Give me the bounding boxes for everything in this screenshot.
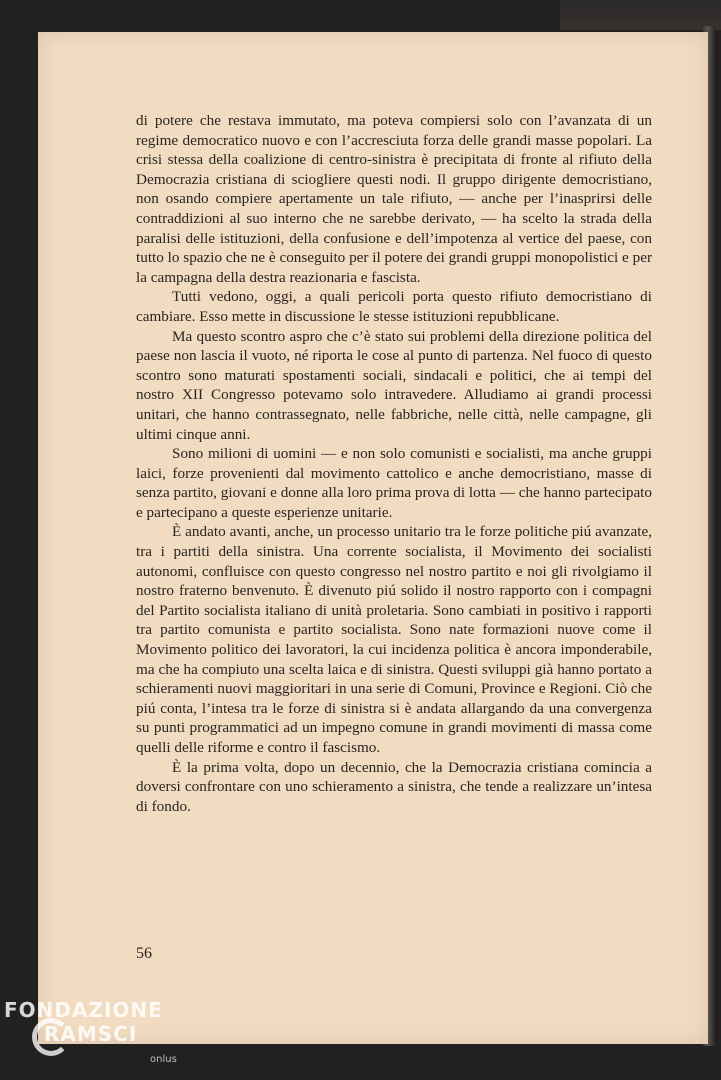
body-text [136, 111, 652, 816]
watermark-line1: FONDAZIONE [4, 998, 163, 1022]
paragraph: Tutti vedono, oggi, a quali pericoli porta questo rifiuto democristiano di cambiare. Esso mette in discussione le stesse istituzioni repubblicane. [136, 288, 652, 325]
watermark-suffix: onlus [150, 1054, 177, 1065]
paragraph: di potere che restava immutato, ma poteva compiersi solo con l’avanzata di un regime democratico nuovo e con l’accresciuta forza delle grandi masse popolari. La crisi stessa della coalizione di centro-sinistra è precipitata di fronte al rifiuto della Democrazia cristiana di sciogliere questi nodi. Il gruppo dirigente democristiano, non osando compiere apertamente un tale rifiuto, — anche per l’inasprirsi delle contraddizioni al suo interno che ne sarebbe derivato, — ha scelto la strada della paralisi delle istituzioni, della confusione e dell’impotenza al vertice del paese, con tutto lo spazio che ne è conseguito per il potere dei grandi gruppi monopolistici e per la campagna della destra reazionaria e fascista. [136, 112, 652, 286]
scanner-strip [560, 0, 721, 30]
paragraph: Sono milioni di uomini — e non solo comunisti e socialisti, ma anche gruppi laici, forze provenienti dal movimento cattolico e anche democristiano, masse di senza partito, giovani e donne alla loro prima prova di lotta — che hanno partecipato e partecipano a queste esperienze unitarie. [136, 445, 652, 521]
paragraph: È la prima volta, dopo un decennio, che la Democrazia cristiana comincia a doversi confrontare con uno schieramento a sinistra, che tende a realizzare un’intesa di fondo. [136, 758, 652, 815]
watermark-logo [4, 998, 194, 1078]
paragraph: È andato avanti, anche, un processo unitario tra le forze politiche piú avanzate, tra i partiti della sinistra. Una corrente socialista, il Movimento dei socialisti autonomi, confluisce con questo congresso nel nostro partito e noi gli rivolgiamo il nostro fraterno benvenuto. È divenuto piú solido il nostro rapporto con i compagni del Partito socialista italiano di unità proletaria. Sono cambiati in positivo i rapporti tra partito comunista e partito socialista. Sono nate formazioni nuove come il Movimento politico dei lavoratori, la cui incidenza politica è ancora imponderabile, ma che ha compiuto una scelta laica e di sinistra. Questi sviluppi già hanno portato a schieramenti nuovi maggioritari in una serie di Comuni, Province e Regioni. Ciò che piú conta, l’intesa tra le forze di sinistra si è andata allargando da una convergenza su punti programmatici ad un impegno comune in grandi movimenti di massa come quelli delle riforme e contro il fascismo. [136, 523, 652, 756]
page-number: 56 [136, 945, 152, 962]
watermark-line2: RAMSCI [44, 1022, 138, 1046]
paragraph: Ma questo scontro aspro che c’è stato sui problemi della direzione politica del paese non lascia il vuoto, né riporta le cose al punto di partenza. Nel fuoco di questo scontro sono maturati spostamenti sociali, sindacali e politici, che ai tempi del nostro XII Congresso potevamo solo intravedere. Alludiamo ai grandi processi unitari, che hanno contrassegnato, nelle fabbriche, nelle città, nelle campagne, gli ultimi cinque anni. [136, 327, 652, 443]
